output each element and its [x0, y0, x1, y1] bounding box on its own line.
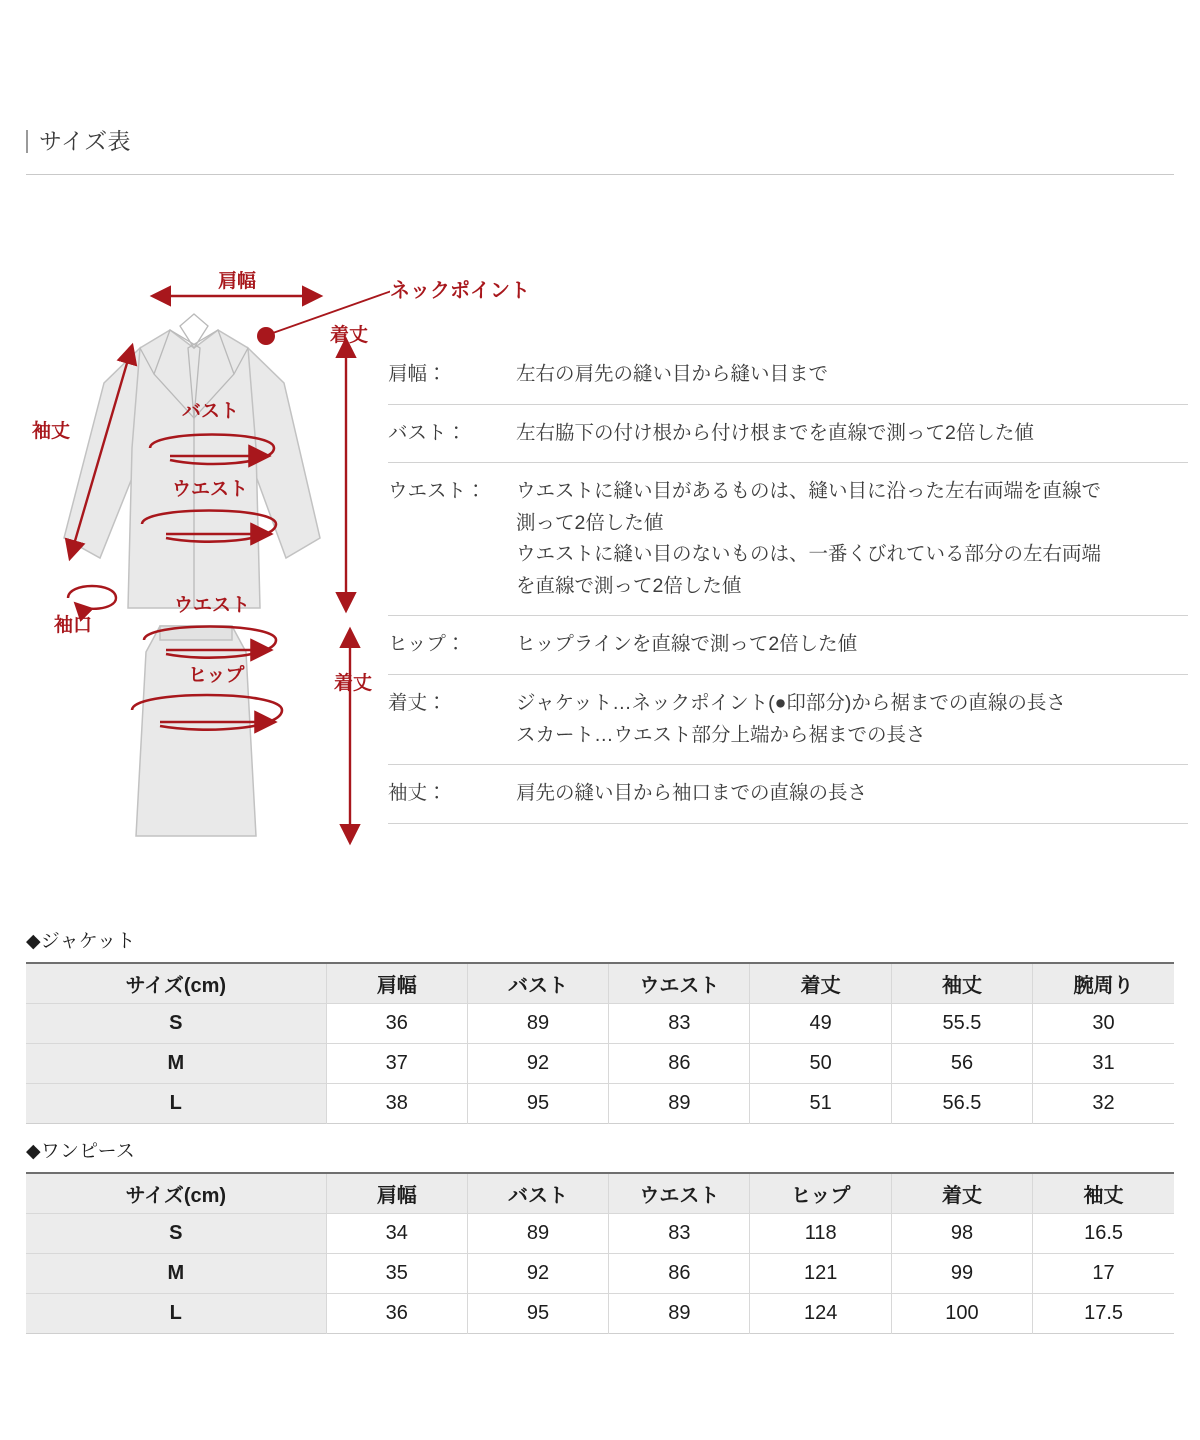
label-neck-point: ネックポイント [390, 280, 530, 302]
definition-line: スカート…ウエスト部分上端から裾までの長さ [516, 723, 926, 746]
table-row [26, 1293, 1174, 1333]
table-cell: 35 [326, 1253, 467, 1293]
table-row [26, 1043, 1174, 1083]
measurement-diagram-section [20, 248, 1180, 888]
definition-term: 肩幅： [388, 363, 447, 385]
definition-term: 着丈： [388, 692, 447, 715]
row-header-cell: M [26, 1253, 326, 1293]
row-header-cell: M [26, 1043, 326, 1083]
row-header-cell: L [26, 1083, 326, 1123]
table-cell: 30 [1033, 1003, 1174, 1043]
jacket-size-table [26, 962, 1174, 1124]
column-header: サイズ(cm) [26, 963, 326, 1003]
table-cell: 89 [609, 1083, 750, 1123]
column-header: 肩幅 [326, 963, 467, 1003]
page-title [26, 128, 1174, 156]
jacket-table-caption: ◆ジャケット [26, 931, 136, 952]
table-cell: 49 [750, 1003, 891, 1043]
definition-line: 左右の肩先の縫い目から縫い目まで [516, 363, 829, 385]
table-cell: 56 [891, 1043, 1032, 1083]
label-cuff: 袖口 [54, 615, 93, 636]
table-row [26, 1253, 1174, 1293]
table-cell: 99 [891, 1253, 1032, 1293]
column-header: ウエスト [609, 1173, 750, 1213]
definition-description [516, 418, 1188, 450]
label-bust: バスト [182, 401, 240, 422]
table-cell: 86 [609, 1043, 750, 1083]
measurement-definition-list [388, 346, 1188, 824]
table-cell: 17 [1033, 1253, 1174, 1293]
column-header: バスト [467, 1173, 608, 1213]
definition-row [388, 346, 1188, 405]
table-cell: 56.5 [891, 1083, 1032, 1123]
jacket-illustration [64, 314, 320, 608]
column-header: ヒップ [750, 1173, 891, 1213]
definition-term: 袖丈： [388, 782, 447, 805]
definition-line: 測って2倍した値 [516, 511, 664, 534]
definition-line: ウエストに縫い目のないものは、一番くびれている部分の左右両端 [516, 543, 1102, 566]
definition-line: 左右脇下の付け根から付け根までを直線で測って2倍した値 [516, 421, 1034, 444]
definition-line: 肩先の縫い目から袖口までの直線の長さ [516, 782, 868, 805]
definition-line: ウエストに縫い目があるものは、縫い目に沿った左右両端を直線で [516, 480, 1102, 503]
neck-point-dot [257, 327, 275, 345]
table-cell: 16.5 [1033, 1213, 1174, 1253]
column-header: 袖丈 [891, 963, 1032, 1003]
definition-description [516, 688, 1188, 751]
table-cell: 95 [467, 1083, 608, 1123]
table-cell: 36 [326, 1003, 467, 1043]
table-cell: 38 [326, 1083, 467, 1123]
row-header-cell: S [26, 1213, 326, 1253]
definition-row [388, 675, 1188, 765]
column-header: 袖丈 [1033, 1173, 1174, 1213]
column-header: 腕周り [1033, 963, 1174, 1003]
definition-row [388, 463, 1188, 616]
label-hip: ヒップ [188, 665, 245, 686]
table-cell: 36 [326, 1293, 467, 1333]
page-header [26, 128, 1174, 175]
definition-row [388, 616, 1188, 675]
table-cell: 124 [750, 1293, 891, 1333]
table-row [26, 1003, 1174, 1043]
dress-size-table [26, 1172, 1174, 1334]
table-row [26, 1083, 1174, 1123]
definition-row [388, 405, 1188, 464]
label-jacket-length: 着丈 [330, 325, 369, 346]
definition-description [516, 476, 1188, 602]
table-cell: 55.5 [891, 1003, 1032, 1043]
definition-line: ジャケット…ネックポイント(●印部分)から裾までの直線の長さ [516, 692, 1066, 715]
definition-description [516, 778, 1188, 810]
table-cell: 31 [1033, 1043, 1174, 1083]
table-cell: 121 [750, 1253, 891, 1293]
table-header-row [26, 963, 1174, 1003]
definition-line: を直線で測って2倍した値 [516, 574, 742, 597]
column-header: サイズ(cm) [26, 1173, 326, 1213]
table-cell: 89 [609, 1293, 750, 1333]
label-skirt-length: 着丈 [334, 673, 373, 694]
label-sleeve-length: 袖丈 [32, 421, 71, 442]
table-cell: 89 [467, 1213, 608, 1253]
column-header: ウエスト [609, 963, 750, 1003]
table-cell: 83 [609, 1003, 750, 1043]
table-row [26, 1213, 1174, 1253]
cuff-circle-arrow [68, 586, 116, 609]
page-title-text: サイズ表 [39, 128, 131, 154]
table-cell: 86 [609, 1253, 750, 1293]
table-cell: 98 [891, 1213, 1032, 1253]
column-header: 着丈 [891, 1173, 1032, 1213]
column-header: 着丈 [750, 963, 891, 1003]
table-cell: 34 [326, 1213, 467, 1253]
definition-row [388, 765, 1188, 824]
table-cell: 50 [750, 1043, 891, 1083]
label-shoulder-width: 肩幅 [218, 271, 257, 292]
definition-term: バスト： [388, 421, 467, 444]
table-cell: 89 [467, 1003, 608, 1043]
table-cell: 83 [609, 1213, 750, 1253]
table-cell: 17.5 [1033, 1293, 1174, 1333]
table-cell: 51 [750, 1083, 891, 1123]
title-divider [26, 174, 1174, 175]
row-header-cell: L [26, 1293, 326, 1333]
dress-size-table-section [26, 1136, 1174, 1334]
table-cell: 95 [467, 1293, 608, 1333]
jacket-size-table-section [26, 926, 1174, 1124]
column-header: バスト [467, 963, 608, 1003]
column-header: 肩幅 [326, 1173, 467, 1213]
title-accent-bar [26, 130, 28, 153]
table-cell: 92 [467, 1253, 608, 1293]
label-waist-skirt: ウエスト [174, 595, 251, 616]
row-header-cell: S [26, 1003, 326, 1043]
definition-description [516, 629, 1188, 661]
definition-term: ウエスト： [388, 480, 486, 503]
dress-table-caption: ◆ワンピース [26, 1141, 136, 1162]
table-cell: 92 [467, 1043, 608, 1083]
definition-line: ヒップラインを直線で測って2倍した値 [516, 633, 858, 656]
table-cell: 100 [891, 1293, 1032, 1333]
table-cell: 37 [326, 1043, 467, 1083]
definition-description [516, 359, 1188, 391]
label-waist-jacket: ウエスト [172, 479, 249, 500]
table-cell: 32 [1033, 1083, 1174, 1123]
table-cell: 118 [750, 1213, 891, 1253]
table-header-row [26, 1173, 1174, 1213]
definition-term: ヒップ： [388, 633, 466, 656]
